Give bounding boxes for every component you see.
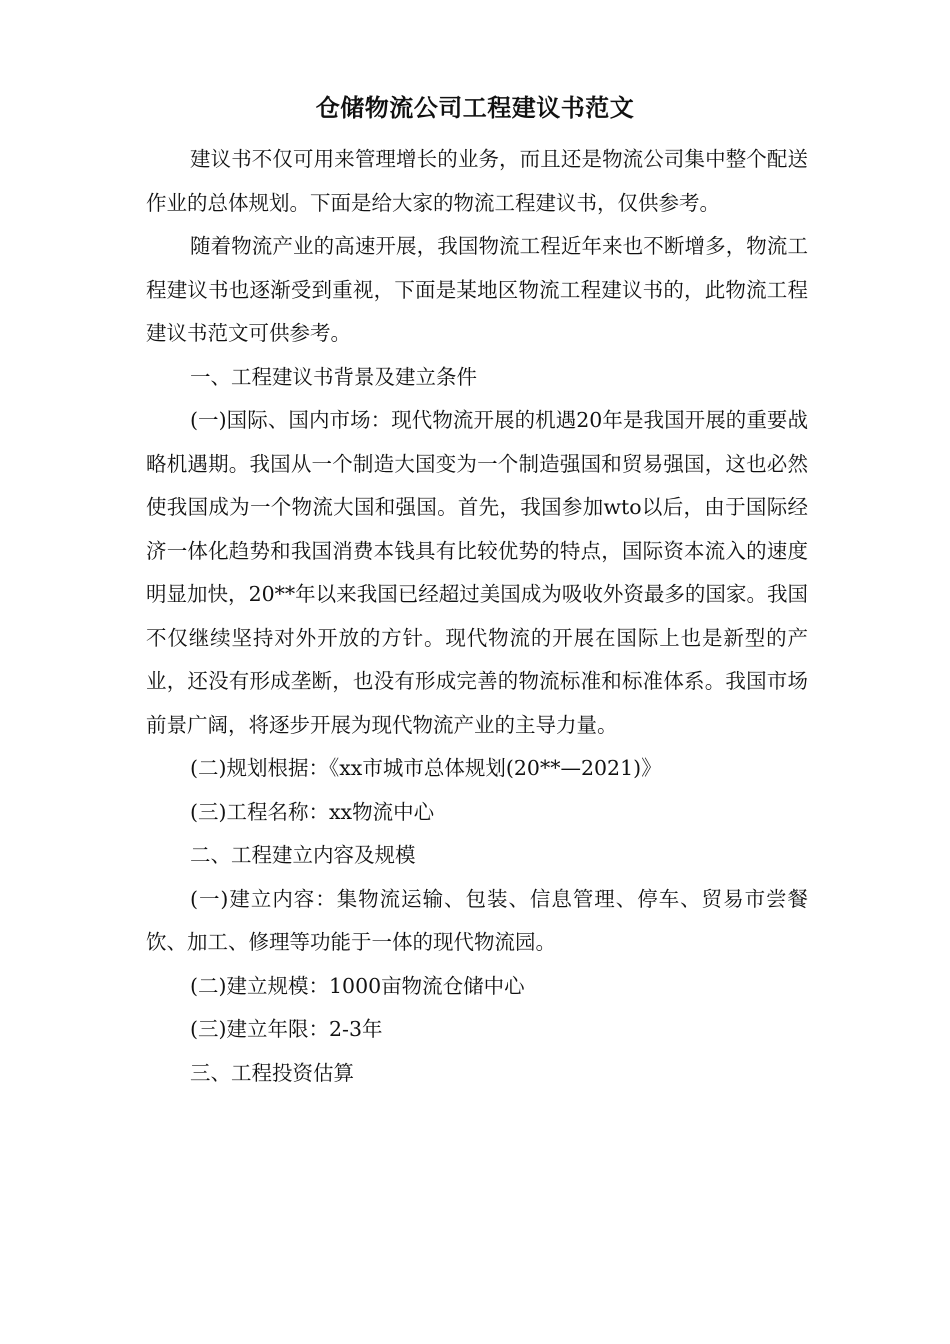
project-name-paragraph: (三)工程名称：xx物流中心 <box>190 799 435 824</box>
construction-scale-paragraph: (二)建立规模：1000亩物流仓储中心 <box>190 973 525 998</box>
planning-basis-paragraph: (二)规划根据：《xx市城市总体规划(20**—2021)》 <box>190 756 662 780</box>
section-heading-1: 一、工程建议书背景及建立条件 <box>190 364 477 389</box>
construction-content-paragraph: (一)建立内容：集物流运输、包装、信息管理、停车、贸易市尝餐饮、加工、修理等功能于一体的现代物流园。 <box>146 886 808 954</box>
construction-period-paragraph: (三)建立年限：2-3年 <box>190 1017 383 1041</box>
section-heading-2: 二、工程建立内容及规模 <box>190 843 416 867</box>
section-heading-3: 三、工程投资估算 <box>190 1060 354 1085</box>
context-paragraph: 随着物流产业的高速开展，我国物流工程近年来也不断增多，物流工程建议书也逐渐受到重视，下面是某地区物流工程建议书的，此物流工程建议书范文可供参考。 <box>146 234 808 345</box>
market-paragraph: (一)国际、国内市场：现代物流开展的机遇20年是我国开展的重要战略机遇期。我国从一个制造大国变为一个制造强国和贸易强国，这也必然使我国成为一个物流大国和强国。首先，我国参加wto以后，由于国际经济一体化趋势和我国消费本钱具有比较优势的特点，国际资本流入的速度明显加快，20**年以来我国已经超过美国成为吸收外资最多的国家。我国不仅继续坚持对外开放的方针。现代物流的开展在国际上也是新型的产业，还没有形成垄断，也没有形成完善的物流标准和标准体系。我国市场前景广阔，将逐步开展为现代物流产业的主导力量。 <box>146 408 808 737</box>
intro-paragraph: 建议书不仅可用来管理增长的业务，而且还是物流公司集中整个配送作业的总体规划。下面是给大家的物流工程建议书，仅供参考。 <box>146 147 808 215</box>
document-body <box>146 138 808 1095</box>
document-title: 仓储物流公司工程建议书范文 <box>315 94 635 122</box>
